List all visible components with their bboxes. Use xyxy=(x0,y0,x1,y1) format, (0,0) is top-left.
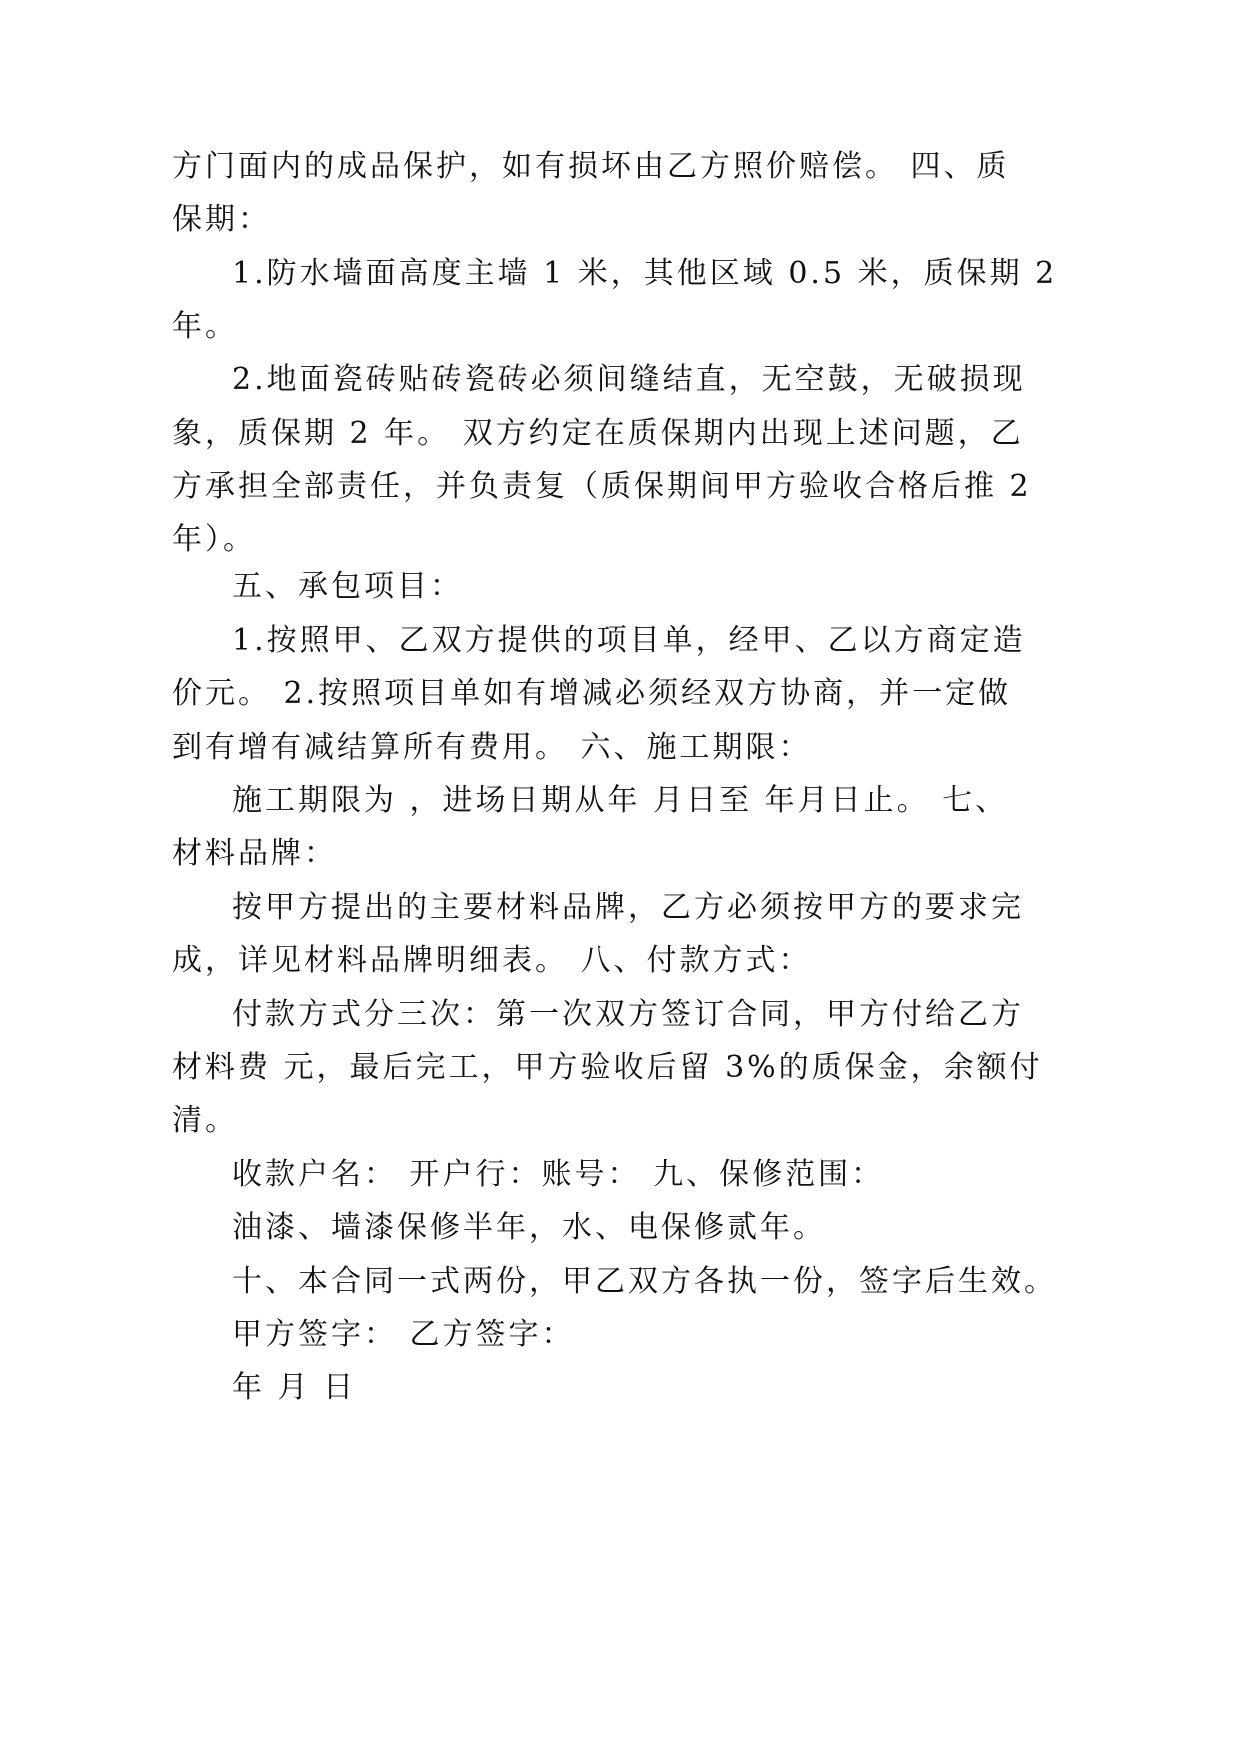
text-line: 十、本合同一式两份，甲乙双方各执一份，签字后生效。 xyxy=(232,1264,1057,1299)
text-line: 1.按照甲、乙双方提供的项目单，经甲、乙以方商定造 xyxy=(232,623,1026,658)
text-line: 方门面内的成品保护，如有损坏由乙方照价赔偿。 四、质 xyxy=(172,149,1010,184)
text-line: 材料费 元，最后完工，甲方验收后留 3%的质保金，余额付 xyxy=(172,1050,1043,1085)
text-line: 保期： xyxy=(172,202,271,237)
text-line: 按甲方提出的主要材料品牌，乙方必须按甲方的要求完 xyxy=(232,890,1024,925)
date-line: 年 月 日 xyxy=(232,1370,357,1405)
signature-line: 甲方签字： 乙方签字： xyxy=(232,1317,575,1352)
text-line: 清。 xyxy=(172,1103,238,1138)
text-line: 年）。 xyxy=(172,522,256,557)
text-line: 年。 xyxy=(172,309,238,344)
text-line: 施工期限为 ，进场日期从年 月日至 年月日止。 七、 xyxy=(232,783,1009,818)
text-line: 付款方式分三次：第一次双方签订合同，甲方付给乙方 xyxy=(232,997,1024,1032)
text-line: 象，质保期 2 年。 双方约定在质保期内出现上述问题，乙 xyxy=(172,416,1024,451)
text-line: 2.地面瓷砖贴砖瓷砖必须间缝结直，无空鼓，无破损现 xyxy=(232,362,1026,397)
text-line: 收款户名： 开户行：账号： 九、保修范围： xyxy=(232,1157,885,1192)
text-line: 到有增有减结算所有费用。 六、施工期限： xyxy=(172,730,812,765)
text-line: 1.防水墙面高度主墙 1 米，其他区域 0.5 米，质保期 2 xyxy=(232,256,1058,291)
text-line: 成，详见材料品牌明细表。 八、付款方式： xyxy=(172,943,812,978)
text-line: 油漆、墙漆保修半年，水、电保修贰年。 xyxy=(232,1210,826,1245)
text-line: 价元。 2.按照项目单如有增减必须经双方协商，并一定做 xyxy=(172,676,1012,711)
text-line: 方承担全部责任，并负责复（质保期间甲方验收合格后推 2 xyxy=(172,469,1032,504)
text-line: 材料品牌： xyxy=(172,836,337,871)
section-heading: 五、承包项目： xyxy=(232,569,463,604)
